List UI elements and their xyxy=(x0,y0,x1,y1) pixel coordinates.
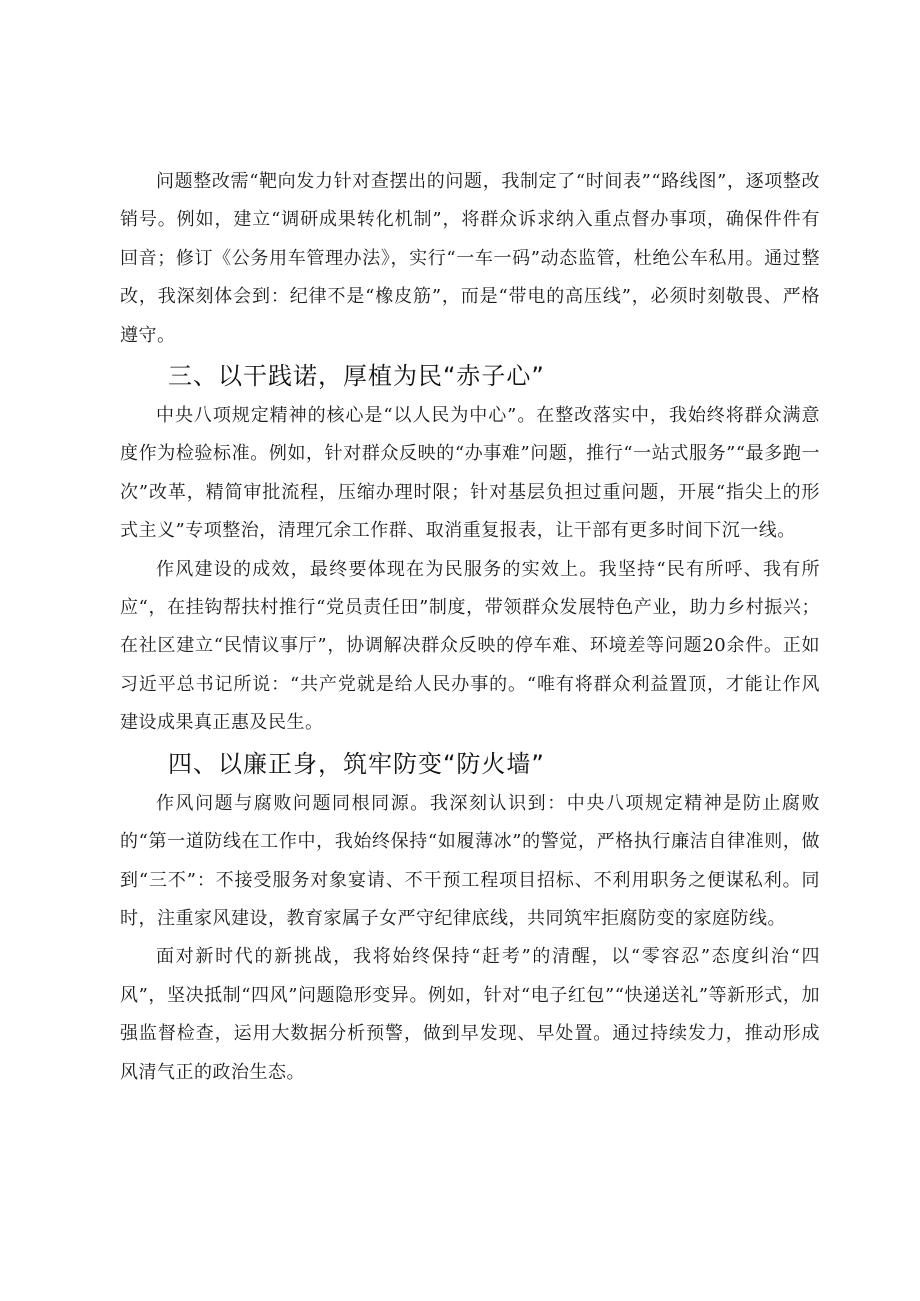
document-body xyxy=(120,163,820,1092)
paragraph-new-challenges: 面对新时代的新挑战，我将始终保持“赶考”的清醒，以“零容忍”态度纠治“四风”，坚决抵制“四风”问题隐形变异。例如，针对“电子红包”“快递送礼”等新形式，加强监督检查，运用大数据分析预警，做到早发现、早处置。通过持续发力，推动形成风清气正的政治生态。 xyxy=(120,946,820,1083)
paragraph-service-results: 作风建设的成效，最终要体现在为民服务的实效上。我坚持“民有所呼、我有所应“，在挂钩帮扶村推行“党员责任田”制度，带领群众发展特色产业，助力乡村振兴；在社区建立“民情议事厅”，协调解决群众反映的停车难、环境差等问题20余件。正如习近平总书记所说：“共产党就是给人民办事的。“唯有将群众利益置顶，才能让作风建设成果真正惠及民生。 xyxy=(120,558,820,734)
paragraph-integrity: 作风问题与腐败问题同根同源。我深刻认识到：中央八项规定精神是防止腐败的“第一道防线在工作中，我始终保持“如履薄冰”的警觉，严格执行廉洁自律准则，做到“三不”：不接受服务对象宴请、不干预工程项目招标、不利用职务之便谋私利。同时，注重家风建设，教育家属子女严守纪律底线，共同筑牢拒腐防变的家庭防线。 xyxy=(120,792,820,929)
section-heading-three: 三、以干践诺，厚植为民“赤子心” xyxy=(168,362,545,391)
paragraph-rectification: 问题整改需“靶向发力针对查摆出的问题，我制定了“时间表”“路线图”，逐项整改销号。例如，建立“调研成果转化机制”，将群众诉求纳入重点督办事项，确保件件有回音；修订《公务用车管理办法》，实行“一车一码”动态监管，杜绝公车私用。通过整改，我深刻体会到：纪律不是“橡皮筋”，而是“带电的高压线”，必须时刻敬畏、严格遵守。 xyxy=(120,171,820,346)
section-heading-four: 四、以廉正身，筑牢防变“防火墙” xyxy=(168,749,545,778)
paragraph-people-centered: 中央八项规定精神的核心是“以人民为中心”。在整改落实中，我始终将群众满意度作为检验标准。例如，针对群众反映的“办事难”问题，推行“一站式服务”“最多跑一次”改革，精简审批流程，压缩办理时限；针对基层负担过重问题，开展“指尖上的形式主义”专项整治，清理冗余工作群、取消重复报表，让干部有更多时间下沉一线。 xyxy=(120,405,820,542)
